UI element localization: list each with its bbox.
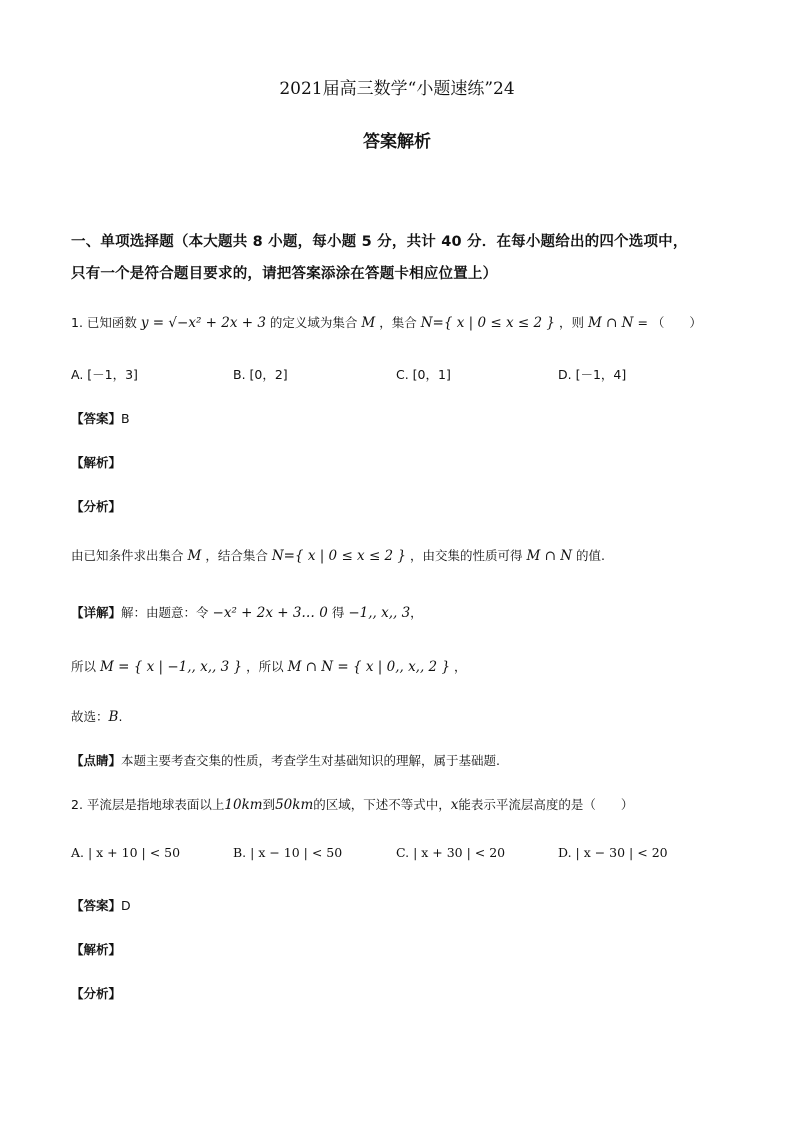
q1-function: y = √−x² + 2x + 3 (140, 315, 266, 331)
q1-analysis-text-d: 的值. (576, 548, 606, 563)
q1-choose-end: . (118, 709, 123, 724)
q2-option-c: C. | x + 30 | < 20 (396, 845, 506, 860)
q1-so-text-c: ， (454, 659, 467, 674)
q2-option-b: B. | x − 10 | < 50 (233, 845, 343, 860)
q1-answer (71, 409, 130, 427)
q2-option-a: A. | x + 10 | < 50 (71, 845, 181, 860)
q1-analysis-expr: M ∩ N (526, 548, 573, 564)
q1-detail-expr: −x² + 2x + 3… 0 (212, 605, 328, 621)
q1-so-text-a: 所以 (71, 659, 97, 674)
q1-so (71, 657, 467, 675)
q1-detail-label: 【详解】 (71, 605, 122, 620)
q1-analysis-text-a: 由已知条件求出集合 (71, 548, 184, 563)
q1-jiexi-label: 【解析】 (71, 455, 122, 470)
q1-option-d: D. [－1，4] (558, 367, 627, 382)
q2-text-d: 能表示平流层高度的是（ ） (458, 797, 634, 812)
q2-answer-value: D (121, 898, 131, 913)
q1-end: = （ ） (637, 315, 702, 330)
q2-value-1: 10km (224, 797, 263, 813)
question-2 (71, 795, 633, 813)
q1-detail-text-c: ， (410, 605, 423, 620)
q1-fenxi-label: 【分析】 (71, 499, 122, 514)
q1-set-m: M (361, 315, 376, 331)
q1-option-b: B. [0，2] (233, 367, 288, 382)
q1-so-intersection: M ∩ N = { x | 0,, x,, 2 } (287, 659, 451, 675)
section-header-line2: 只有一个是符合题目要求的，请把答案添涂在答题卡相应位置上） (71, 266, 498, 282)
q1-prefix: 1. 已知函数 (71, 315, 137, 330)
q1-analysis-text-b: ，结合集合 (205, 548, 268, 563)
q1-choose (71, 707, 122, 725)
q2-text-a: 2. 平流层是指地球表面以上 (71, 797, 225, 812)
q1-so-set-m: M = { x | −1,, x,, 3 } (100, 659, 243, 675)
q1-mid: 的定义域为集合 (269, 315, 358, 330)
q1-mid3: ，则 (558, 315, 584, 330)
section-header-line1: 一、单项选择题（本大题共 8 小题，每小题 5 分，共计 40 分．在每小题给出的四个选项中， (71, 234, 688, 250)
q2-answer-label: 【答案】 (71, 898, 122, 913)
q2-jiexi-label: 【解析】 (71, 942, 122, 957)
q1-detail-text-b: 得 (331, 605, 345, 620)
q1-answer-value: B (121, 411, 130, 426)
q1-option-a: A. [－1，3] (71, 367, 138, 382)
q1-detail-result: −1,, x,, 3 (348, 605, 411, 621)
q2-var-x: x (450, 797, 459, 813)
q1-choose-value: B (108, 709, 119, 725)
q1-answer-label: 【答案】 (71, 411, 122, 426)
q1-analysis-set-n: N={ x | 0 ≤ x ≤ 2 } (271, 548, 407, 564)
q1-so-text-b: ，所以 (246, 659, 284, 674)
q1-analysis (71, 546, 605, 564)
q1-set-n: N={ x | 0 ≤ x ≤ 2 } (420, 315, 555, 331)
q2-option-d: D. | x − 30 | < 20 (558, 845, 668, 860)
q1-detail-text-a: 解：由题意：令 (121, 605, 209, 620)
q1-option-c: C. [0，1] (396, 367, 451, 382)
q1-mid2: ，集合 (379, 315, 417, 330)
q1-analysis-text-c: ，由交集的性质可得 (410, 548, 523, 563)
question-1 (71, 313, 702, 331)
q2-fenxi-label: 【分析】 (71, 986, 122, 1001)
q2-value-2: 50km (275, 797, 314, 813)
q1-analysis-set-m: M (187, 548, 202, 564)
q2-text-c: 的区域，下述不等式中， (313, 797, 451, 812)
q1-tip-label: 【点睛】 (71, 753, 122, 768)
q1-tip-text: 本题主要考查交集的性质，考查学生对基础知识的理解，属于基础题. (121, 753, 500, 768)
q1-choose-label: 故选： (71, 709, 109, 724)
q1-expr: M ∩ N (587, 315, 634, 331)
q1-detail (71, 603, 423, 621)
q2-answer (71, 896, 131, 914)
page-title: 2021届高三数学“小题速练”24 (279, 79, 515, 99)
q2-text-b: 到 (262, 797, 276, 812)
q1-tip (71, 751, 500, 769)
page-subtitle: 答案解析 (363, 132, 431, 152)
